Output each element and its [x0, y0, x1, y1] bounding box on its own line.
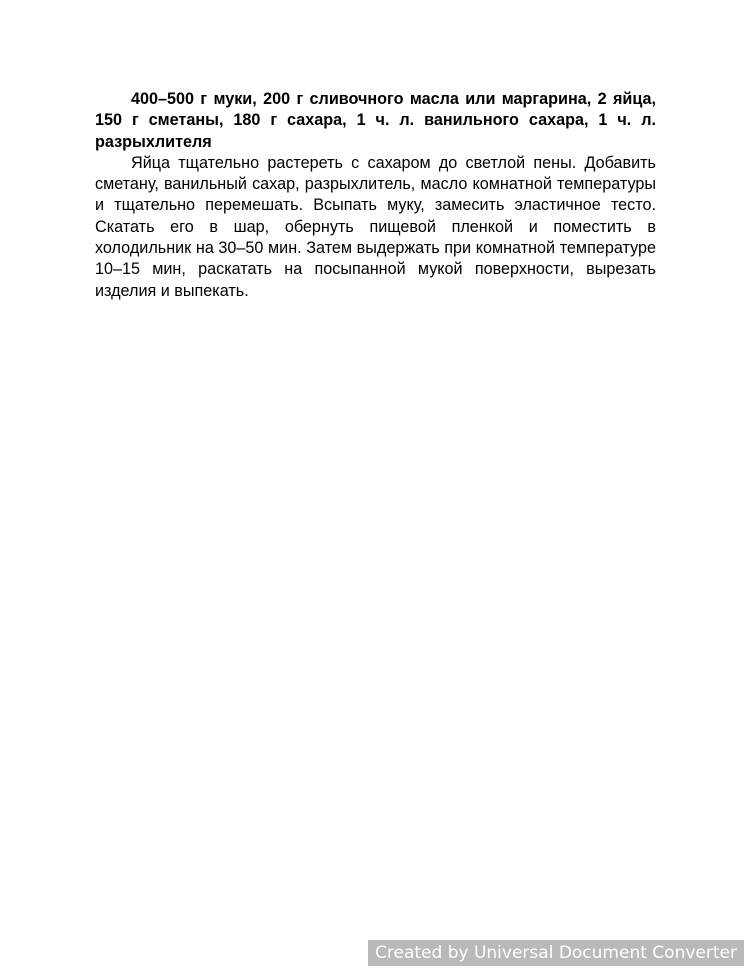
method-paragraph: Яйца тщательно растереть с сахаром до светлой пены. Добавить сметану, ванильный сахар, разрыхлитель, масло комнатной температуры и тщательно перемешать. Всыпать муку, замесить эластичное тесто. Скатать его в шар, обернуть пищевой пленкой и поместить в холодильник на 30–50 мин. Затем выдержать при комнатной температуре 10–15 мин, раскатать на посыпанной мукой поверхности, вырезать изделия и выпекать. [95, 153, 656, 300]
ingredients-paragraph: 400–500 г муки, 200 г сливочного масла или маргарина, 2 яйца, 150 г сметаны, 180 г сахара, 1 ч. л. ванильного сахара, 1 ч. л. разрыхлителя [95, 90, 656, 151]
recipe-block [95, 89, 656, 302]
converter-watermark: Created by Universal Document Converter [368, 940, 744, 966]
